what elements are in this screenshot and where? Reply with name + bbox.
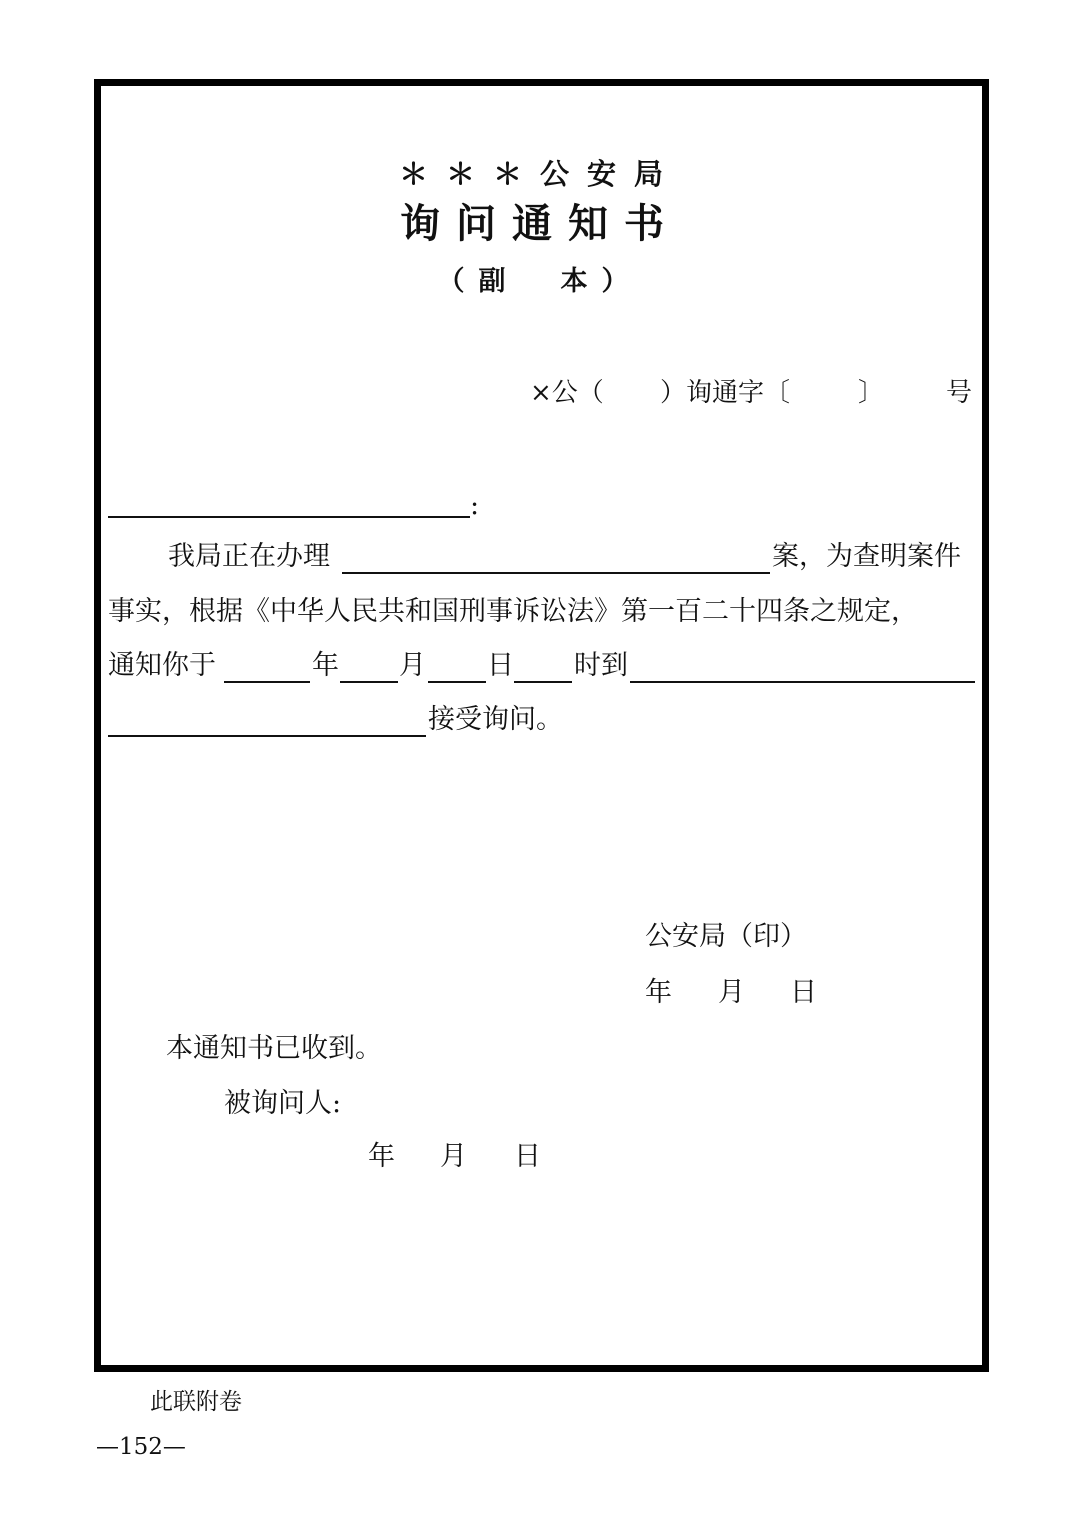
hour-blank[interactable] xyxy=(514,681,572,683)
receipt-month: 月 xyxy=(440,1141,467,1172)
paragraph-line1-start: 我局正在办理 xyxy=(168,541,330,572)
notify-text: 通知你于 xyxy=(108,650,216,681)
agency-name: ＊＊＊公安局 xyxy=(398,157,681,191)
addressee-blank[interactable] xyxy=(108,516,470,518)
location-blank-continued[interactable] xyxy=(108,735,426,737)
paragraph-line2: 事实，根据《中华人民共和国刑事诉讼法》第一百二十四条之规定， xyxy=(108,596,918,627)
hour-label: 时到 xyxy=(574,650,628,681)
issuer-year: 年 xyxy=(645,977,672,1008)
doc-number-middle: ）询通字〔 xyxy=(660,378,791,408)
doc-number-close: 〕 xyxy=(858,378,885,408)
page-number: —152— xyxy=(96,1434,186,1460)
receipt-day: 日 xyxy=(514,1141,541,1172)
document-title: 询问通知书 xyxy=(400,200,680,247)
issuer-month: 月 xyxy=(718,977,745,1008)
copy-label: （副 本） xyxy=(437,266,643,297)
day-label: 日 xyxy=(487,650,514,681)
archive-note: 此联附卷 xyxy=(150,1389,242,1415)
receipt-confirmation: 本通知书已收到。 xyxy=(166,1033,382,1064)
inquired-person-label: 被询问人: xyxy=(224,1088,342,1119)
month-label: 月 xyxy=(399,650,426,681)
month-blank[interactable] xyxy=(340,681,398,683)
location-blank[interactable] xyxy=(630,681,975,683)
addressee-colon: : xyxy=(470,490,480,521)
receipt-year: 年 xyxy=(368,1141,395,1172)
issuer-seal: 公安局（印） xyxy=(645,921,807,952)
accept-inquiry-text: 接受询问。 xyxy=(428,704,563,735)
doc-number-prefix: ×公（ xyxy=(530,378,604,408)
year-blank[interactable] xyxy=(224,681,310,683)
issuer-day: 日 xyxy=(790,977,817,1008)
doc-number-suffix: 号 xyxy=(946,378,973,408)
year-label: 年 xyxy=(312,650,339,681)
day-blank[interactable] xyxy=(428,681,486,683)
paragraph-line1-end: 案，为查明案件 xyxy=(772,541,961,572)
case-name-blank[interactable] xyxy=(342,572,770,574)
